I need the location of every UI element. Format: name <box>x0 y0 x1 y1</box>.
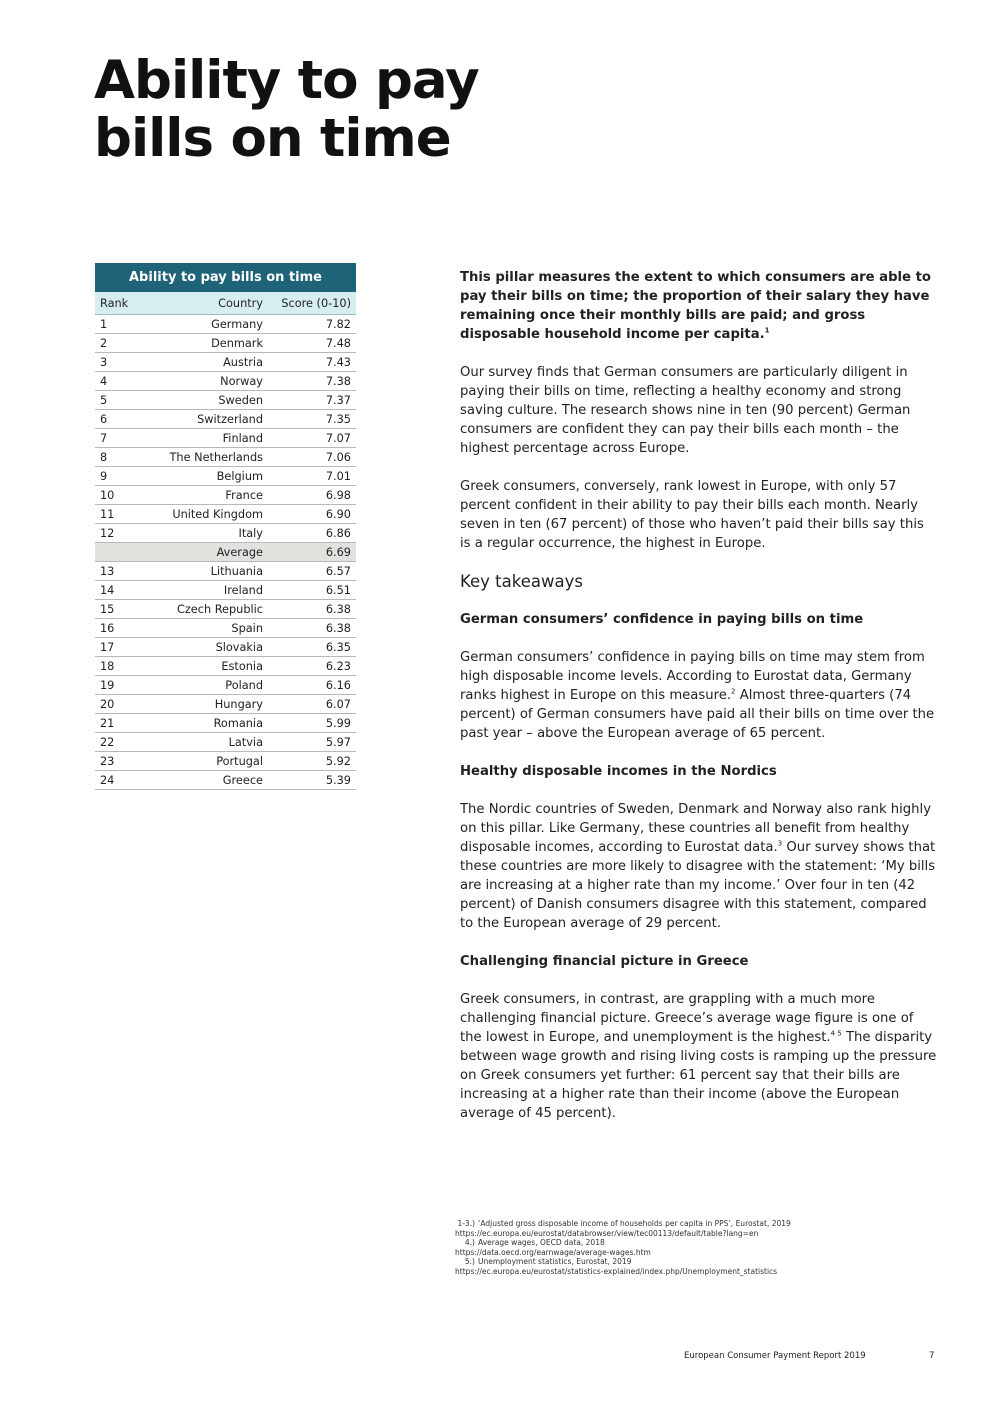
cell-score: 5.97 <box>268 733 356 752</box>
cell-rank: 19 <box>95 676 153 695</box>
table-row <box>95 391 356 410</box>
cell-score: 6.98 <box>268 486 356 505</box>
takeaway-title: Healthy disposable incomes in the Nordics <box>460 764 777 779</box>
cell-country: Hungary <box>153 695 268 714</box>
takeaway-text <box>460 990 938 1123</box>
paragraph: Greek consumers, conversely, rank lowest in Europe, with only 57 percent confident in their ability to pay their bills each month. Nearly seven in ten (67 percent) of those who haven’t paid their bills say this is a regular occurrence, the highest in Europe. <box>460 479 924 551</box>
cell-country: Finland <box>153 429 268 448</box>
key-takeaways-heading: Key takeaways <box>460 572 583 591</box>
table-row <box>95 676 356 695</box>
cell-country: Czech Republic <box>153 600 268 619</box>
cell-country: Belgium <box>153 467 268 486</box>
takeaway-text-b: Our survey shows that these countries are more likely to disagree with the statement: ‘My bills are increasing at a higher rate than my income.’ Over four in ten (42 percent) of Danish consumers disagree with this statement, compared to the European average of 29 percent. <box>460 840 936 931</box>
table-row <box>95 505 356 524</box>
cell-country: Spain <box>153 619 268 638</box>
cell-score: 6.23 <box>268 657 356 676</box>
cell-country: The Netherlands <box>153 448 268 467</box>
footnote-number: 5.) <box>464 1257 475 1267</box>
table-row <box>95 619 356 638</box>
cell-country: Greece <box>153 771 268 790</box>
cell-country: Austria <box>153 353 268 372</box>
cell-country: Estonia <box>153 657 268 676</box>
intro-text: This pillar measures the extent to which consumers are able to pay their bills on time; the proportion of their salary they have remaining once their monthly bills are paid; and gross disposable household income per capita. <box>460 270 931 342</box>
title-line-1: Ability to pay <box>94 50 479 111</box>
table-row <box>95 600 356 619</box>
footnote-ref-1: 1 <box>764 326 770 335</box>
table-row <box>95 315 356 334</box>
cell-rank: 18 <box>95 657 153 676</box>
cell-rank: 15 <box>95 600 153 619</box>
cell-rank: 23 <box>95 752 153 771</box>
cell-rank: 1 <box>95 315 153 334</box>
cell-country: Poland <box>153 676 268 695</box>
table-row <box>95 448 356 467</box>
footer-report-title: European Consumer Payment Report 2019 <box>684 1351 866 1361</box>
cell-rank: 5 <box>95 391 153 410</box>
cell-rank: 22 <box>95 733 153 752</box>
table-row <box>95 429 356 448</box>
cell-country: Sweden <box>153 391 268 410</box>
footnote-ref: 3 <box>777 839 783 848</box>
cell-country: Germany <box>153 315 268 334</box>
footnote <box>455 1238 925 1248</box>
cell-country: Lithuania <box>153 562 268 581</box>
cell-country: Ireland <box>153 581 268 600</box>
takeaway-text-a: Greek consumers, in contrast, are grappling with a much more challenging financial picture. Greece’s average wage figure is one of the lowest in Europe, and unemployment is the highest. <box>460 992 914 1045</box>
cell-score: 5.99 <box>268 714 356 733</box>
cell-score: 5.39 <box>268 771 356 790</box>
cell-country: Latvia <box>153 733 268 752</box>
cell-country: United Kingdom <box>153 505 268 524</box>
footnote-ref: 2 <box>731 687 736 696</box>
footnote-text: Average wages, OECD data, 2018 <box>478 1238 605 1248</box>
table-row <box>95 752 356 771</box>
cell-country: Denmark <box>153 334 268 353</box>
intro-paragraph <box>460 268 938 344</box>
cell-score: 6.38 <box>268 600 356 619</box>
footnote-text: Unemployment statistics, Eurostat, 2019 <box>478 1257 632 1267</box>
cell-rank: 20 <box>95 695 153 714</box>
cell-country: Switzerland <box>153 410 268 429</box>
cell-country: Romania <box>153 714 268 733</box>
ranking-table <box>95 263 356 790</box>
cell-rank: 2 <box>95 334 153 353</box>
cell-score: 7.07 <box>268 429 356 448</box>
cell-country: Average <box>153 543 268 562</box>
table-caption: Ability to pay bills on time <box>95 263 356 292</box>
cell-rank: 3 <box>95 353 153 372</box>
table-row <box>95 353 356 372</box>
cell-score: 6.86 <box>268 524 356 543</box>
table-row <box>95 771 356 790</box>
cell-score: 6.90 <box>268 505 356 524</box>
footnotes <box>455 1219 925 1277</box>
cell-score: 7.37 <box>268 391 356 410</box>
col-header-country: Country <box>153 292 268 315</box>
cell-rank: 21 <box>95 714 153 733</box>
takeaway-text-b: The disparity between wage growth and rising living costs is ramping up the pressure on Greek consumers yet further: 61 percent say that their bills are increasing at a higher rate than their income (above the European average of 45 percent). <box>460 1030 937 1121</box>
cell-rank: 10 <box>95 486 153 505</box>
cell-rank: 24 <box>95 771 153 790</box>
col-header-score: Score (0-10) <box>268 292 356 315</box>
table-row <box>95 638 356 657</box>
cell-score: 6.16 <box>268 676 356 695</box>
footnote <box>455 1257 925 1267</box>
cell-score: 7.48 <box>268 334 356 353</box>
cell-rank: 8 <box>95 448 153 467</box>
title-line-2: bills on time <box>94 108 451 169</box>
cell-score: 7.43 <box>268 353 356 372</box>
table-body <box>95 315 356 790</box>
takeaway-text <box>460 648 938 743</box>
table-row <box>95 714 356 733</box>
cell-rank: 14 <box>95 581 153 600</box>
cell-rank: 7 <box>95 429 153 448</box>
footnote-number: 1-3.) <box>457 1219 475 1228</box>
takeaway-title: Challenging financial picture in Greece <box>460 954 749 969</box>
cell-country: Norway <box>153 372 268 391</box>
cell-rank <box>95 543 153 562</box>
table-row <box>95 581 356 600</box>
takeaway-text-b: Almost three-quarters (74 percent) of German consumers have paid all their bills on time over the past year – above the European average of 65 percent. <box>460 688 935 741</box>
takeaway-title: German consumers’ confidence in paying bills on time <box>460 612 864 627</box>
cell-rank: 6 <box>95 410 153 429</box>
cell-country: Slovakia <box>153 638 268 657</box>
footnote-link[interactable]: https://ec.europa.eu/eurostat/statistics-explained/index.php/Unemployment_statistics <box>455 1266 778 1276</box>
cell-score: 5.92 <box>268 752 356 771</box>
cell-rank: 12 <box>95 524 153 543</box>
table-row <box>95 467 356 486</box>
col-header-rank: Rank <box>95 292 153 315</box>
table-row <box>95 410 356 429</box>
table-row <box>95 334 356 353</box>
footnote-link[interactable]: https://ec.europa.eu/eurostat/databrowser/view/tec00113/default/table?lang=en <box>455 1228 759 1238</box>
cell-score: 7.82 <box>268 315 356 334</box>
table-row <box>95 486 356 505</box>
takeaway-text-a: German consumers’ confidence in paying bills on time may stem from high disposable income levels. According to Eurostat data, Germany ranks highest in Europe on this measure. <box>460 650 925 703</box>
cell-rank: 11 <box>95 505 153 524</box>
cell-score: 6.51 <box>268 581 356 600</box>
cell-score: 6.35 <box>268 638 356 657</box>
cell-rank: 4 <box>95 372 153 391</box>
page-title <box>94 52 479 168</box>
cell-score: 6.07 <box>268 695 356 714</box>
table-row-average <box>95 543 356 562</box>
table-row <box>95 695 356 714</box>
footnote-text: ‘Adjusted gross disposable income of households per capita in PPS’, Eurostat, 2019 <box>478 1219 791 1228</box>
table-row <box>95 524 356 543</box>
footnote <box>455 1219 925 1229</box>
footnote-link[interactable]: https://data.oecd.org/earnwage/average-wages.htm <box>455 1247 651 1257</box>
cell-rank: 9 <box>95 467 153 486</box>
paragraph: Our survey finds that German consumers are particularly diligent in paying their bills on time, reflecting a healthy economy and strong saving culture. The research shows nine in ten (90 percent) German consumers are confident they can pay their bills each month – the highest percentage across Europe. <box>460 365 911 456</box>
cell-rank: 17 <box>95 638 153 657</box>
table-row <box>95 372 356 391</box>
cell-score: 7.06 <box>268 448 356 467</box>
cell-score: 6.38 <box>268 619 356 638</box>
article-body <box>460 268 938 1142</box>
footnote-ref: 4 5 <box>830 1029 842 1038</box>
takeaway-text <box>460 800 938 933</box>
cell-score: 6.57 <box>268 562 356 581</box>
cell-rank: 13 <box>95 562 153 581</box>
cell-score: 7.35 <box>268 410 356 429</box>
page-number: 7 <box>929 1351 935 1361</box>
footnote-number: 4.) <box>464 1238 475 1248</box>
table-row <box>95 657 356 676</box>
cell-country: Italy <box>153 524 268 543</box>
table-row <box>95 733 356 752</box>
takeaway-text-a: The Nordic countries of Sweden, Denmark and Norway also rank highly on this pillar. Like Germany, these countries all benefit from healthy disposable incomes, according to Eurostat data. <box>460 802 931 855</box>
cell-score: 7.01 <box>268 467 356 486</box>
cell-country: France <box>153 486 268 505</box>
cell-rank: 16 <box>95 619 153 638</box>
cell-score: 7.38 <box>268 372 356 391</box>
cell-score: 6.69 <box>268 543 356 562</box>
cell-country: Portugal <box>153 752 268 771</box>
table-row <box>95 562 356 581</box>
